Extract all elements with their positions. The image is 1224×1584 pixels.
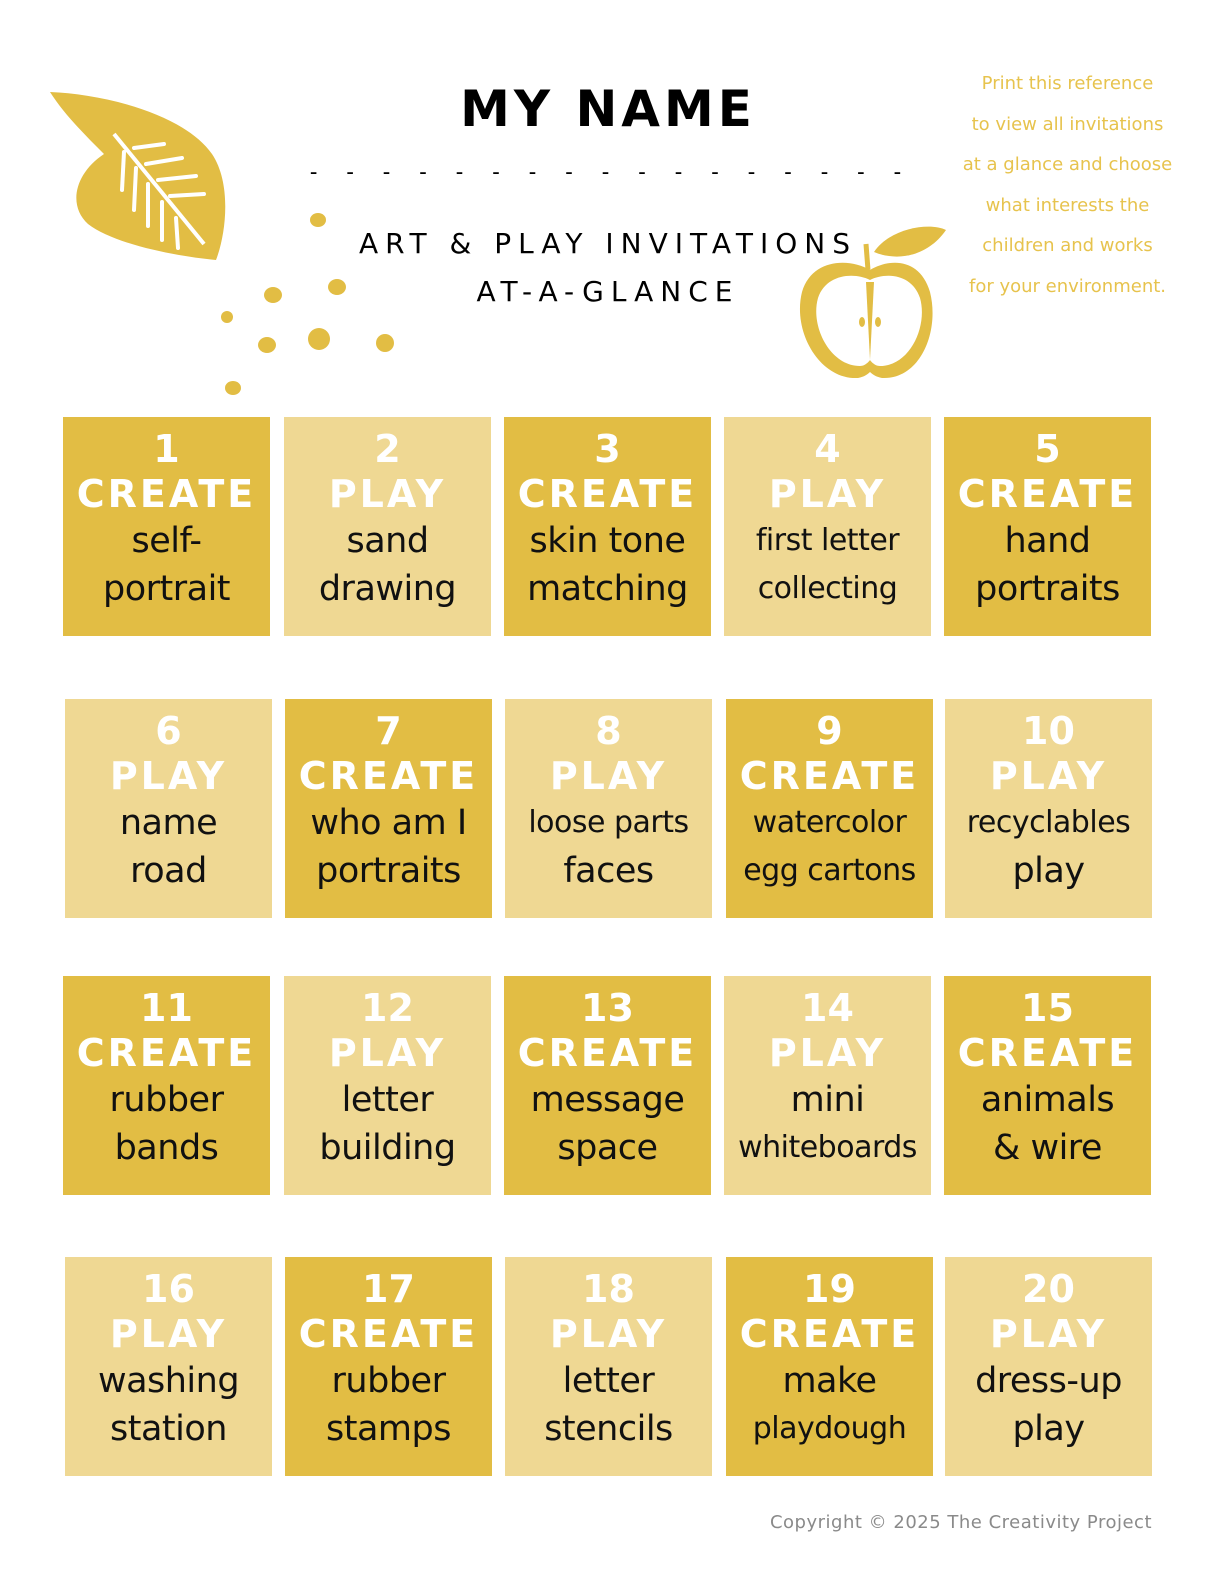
tile-kind: PLAY bbox=[109, 1312, 228, 1356]
tile-number: 14 bbox=[801, 986, 854, 1030]
side-note bbox=[955, 64, 1180, 307]
tile-title-line-1: self- bbox=[131, 521, 202, 561]
tile-kind: CREATE bbox=[298, 754, 479, 798]
invitation-tile-1 bbox=[63, 417, 270, 636]
invitation-tile-13 bbox=[504, 976, 711, 1195]
tile-number: 5 bbox=[1034, 427, 1061, 471]
tile-kind: CREATE bbox=[76, 1031, 257, 1075]
tile-title-line-2: play bbox=[1012, 851, 1085, 891]
tile-title-line-1: recyclables bbox=[966, 805, 1131, 840]
tile-title-line-2: station bbox=[110, 1409, 227, 1449]
invitation-tile-12 bbox=[284, 976, 491, 1195]
tile-kind: CREATE bbox=[517, 1031, 698, 1075]
tile-kind: PLAY bbox=[328, 1031, 447, 1075]
tile-title-line-1: watercolor bbox=[752, 805, 907, 840]
tile-title-line-1: make bbox=[782, 1361, 877, 1401]
tile-title-line-1: name bbox=[119, 803, 218, 843]
tile-number: 4 bbox=[814, 427, 841, 471]
tile-kind: PLAY bbox=[989, 1312, 1108, 1356]
tile-number: 6 bbox=[155, 709, 182, 753]
invitation-tile-8 bbox=[505, 699, 712, 918]
tile-title-line-1: loose parts bbox=[528, 805, 689, 840]
invitation-tile-6 bbox=[65, 699, 272, 918]
tile-number: 16 bbox=[142, 1267, 195, 1311]
invitation-tile-16 bbox=[65, 1257, 272, 1476]
tile-title-line-1: letter bbox=[341, 1080, 434, 1120]
tile-kind: CREATE bbox=[957, 1031, 1138, 1075]
side-note-line: to view all invitations bbox=[971, 113, 1164, 135]
tile-kind: CREATE bbox=[739, 754, 920, 798]
tile-number: 8 bbox=[595, 709, 622, 753]
tile-number: 13 bbox=[581, 986, 634, 1030]
tile-number: 3 bbox=[594, 427, 621, 471]
invitation-tile-14 bbox=[724, 976, 931, 1195]
tile-number: 15 bbox=[1021, 986, 1074, 1030]
tile-title-line-1: hand bbox=[1004, 521, 1091, 561]
tile-number: 17 bbox=[362, 1267, 415, 1311]
side-note-line: Print this reference bbox=[981, 73, 1154, 94]
tile-kind: CREATE bbox=[298, 1312, 479, 1356]
tile-kind: CREATE bbox=[517, 472, 698, 516]
tile-title-line-1: message bbox=[530, 1080, 685, 1120]
tile-title-line-1: mini bbox=[790, 1080, 865, 1120]
tile-title-line-2: egg cartons bbox=[743, 853, 916, 888]
tile-title-line-1: letter bbox=[562, 1361, 655, 1401]
tile-title-line-2: space bbox=[557, 1128, 658, 1168]
tile-title-line-2: stamps bbox=[326, 1409, 451, 1449]
title-divider: - - - - - - - - - - - - - - - - - bbox=[306, 160, 910, 185]
invitation-tile-5 bbox=[944, 417, 1151, 636]
tile-kind: PLAY bbox=[768, 472, 887, 516]
tile-number: 12 bbox=[361, 986, 414, 1030]
invitation-tile-17 bbox=[285, 1257, 492, 1476]
tile-kind: CREATE bbox=[739, 1312, 920, 1356]
tile-title-line-2: portraits bbox=[975, 569, 1120, 609]
tile-number: 2 bbox=[374, 427, 401, 471]
tile-number: 9 bbox=[816, 709, 843, 753]
invitation-tile-11 bbox=[63, 976, 270, 1195]
tile-title-line-1: first letter bbox=[755, 523, 900, 558]
tile-title-line-1: dress-up bbox=[975, 1361, 1122, 1401]
tile-title-line-2: bands bbox=[114, 1128, 219, 1168]
tile-kind: CREATE bbox=[957, 472, 1138, 516]
side-note-line: for your environment. bbox=[968, 275, 1167, 297]
invitation-tile-9 bbox=[726, 699, 933, 918]
tile-title-line-2: whiteboards bbox=[738, 1130, 917, 1165]
tile-title-line-2: road bbox=[130, 851, 207, 891]
tile-kind: PLAY bbox=[989, 754, 1108, 798]
tile-kind: PLAY bbox=[549, 754, 668, 798]
tile-title-line-1: sand bbox=[346, 521, 429, 561]
tile-number: 1 bbox=[153, 427, 180, 471]
tile-title-line-2: playdough bbox=[752, 1411, 907, 1446]
side-note-line: children and works bbox=[982, 235, 1153, 256]
subtitle-line-1: ART & PLAY INVITATIONS bbox=[358, 227, 858, 260]
tile-title-line-1: animals bbox=[980, 1080, 1115, 1120]
invitation-tile-2 bbox=[284, 417, 491, 636]
tile-title-line-1: rubber bbox=[331, 1361, 446, 1401]
tile-number: 20 bbox=[1022, 1267, 1075, 1311]
subtitle-line-2: AT-A-GLANCE bbox=[476, 275, 740, 308]
tile-number: 19 bbox=[803, 1267, 856, 1311]
tile-title-line-1: who am I bbox=[310, 803, 467, 843]
tile-title-line-2: building bbox=[319, 1128, 456, 1168]
tile-kind: PLAY bbox=[328, 472, 447, 516]
tile-title-line-2: drawing bbox=[318, 569, 457, 609]
tile-title-line-2: matching bbox=[527, 569, 688, 609]
tile-kind: PLAY bbox=[549, 1312, 668, 1356]
tile-title-line-2: portrait bbox=[102, 569, 231, 609]
page-title: MY NAME bbox=[460, 80, 756, 138]
invitation-tile-10 bbox=[945, 699, 1152, 918]
tile-title-line-1: skin tone bbox=[529, 521, 686, 561]
tile-title-line-2: & wire bbox=[993, 1128, 1102, 1168]
tile-number: 7 bbox=[375, 709, 402, 753]
invitation-tile-15 bbox=[944, 976, 1151, 1195]
invitation-tile-20 bbox=[945, 1257, 1152, 1476]
tile-number: 18 bbox=[582, 1267, 635, 1311]
tile-number: 11 bbox=[140, 986, 193, 1030]
tile-title-line-2: collecting bbox=[757, 571, 898, 606]
tile-kind: PLAY bbox=[109, 754, 228, 798]
invitation-tile-19 bbox=[726, 1257, 933, 1476]
tile-title-line-1: rubber bbox=[109, 1080, 224, 1120]
copyright-text: Copyright © 2025 The Creativity Project bbox=[769, 1512, 1152, 1533]
tile-title-line-2: play bbox=[1012, 1409, 1085, 1449]
tile-title-line-2: portraits bbox=[316, 851, 461, 891]
invitation-tile-3 bbox=[504, 417, 711, 636]
tile-number: 10 bbox=[1022, 709, 1075, 753]
side-note-line: what interests the bbox=[985, 194, 1150, 216]
invitation-tile-4 bbox=[724, 417, 931, 636]
tile-title-line-2: stencils bbox=[544, 1409, 673, 1449]
tile-kind: PLAY bbox=[768, 1031, 887, 1075]
side-note-line: at a glance and choose bbox=[962, 154, 1173, 175]
invitation-tile-18 bbox=[505, 1257, 712, 1476]
tile-title-line-1: washing bbox=[97, 1361, 240, 1401]
tile-title-line-2: faces bbox=[563, 851, 654, 891]
invitation-tile-7 bbox=[285, 699, 492, 918]
tile-kind: CREATE bbox=[76, 472, 257, 516]
